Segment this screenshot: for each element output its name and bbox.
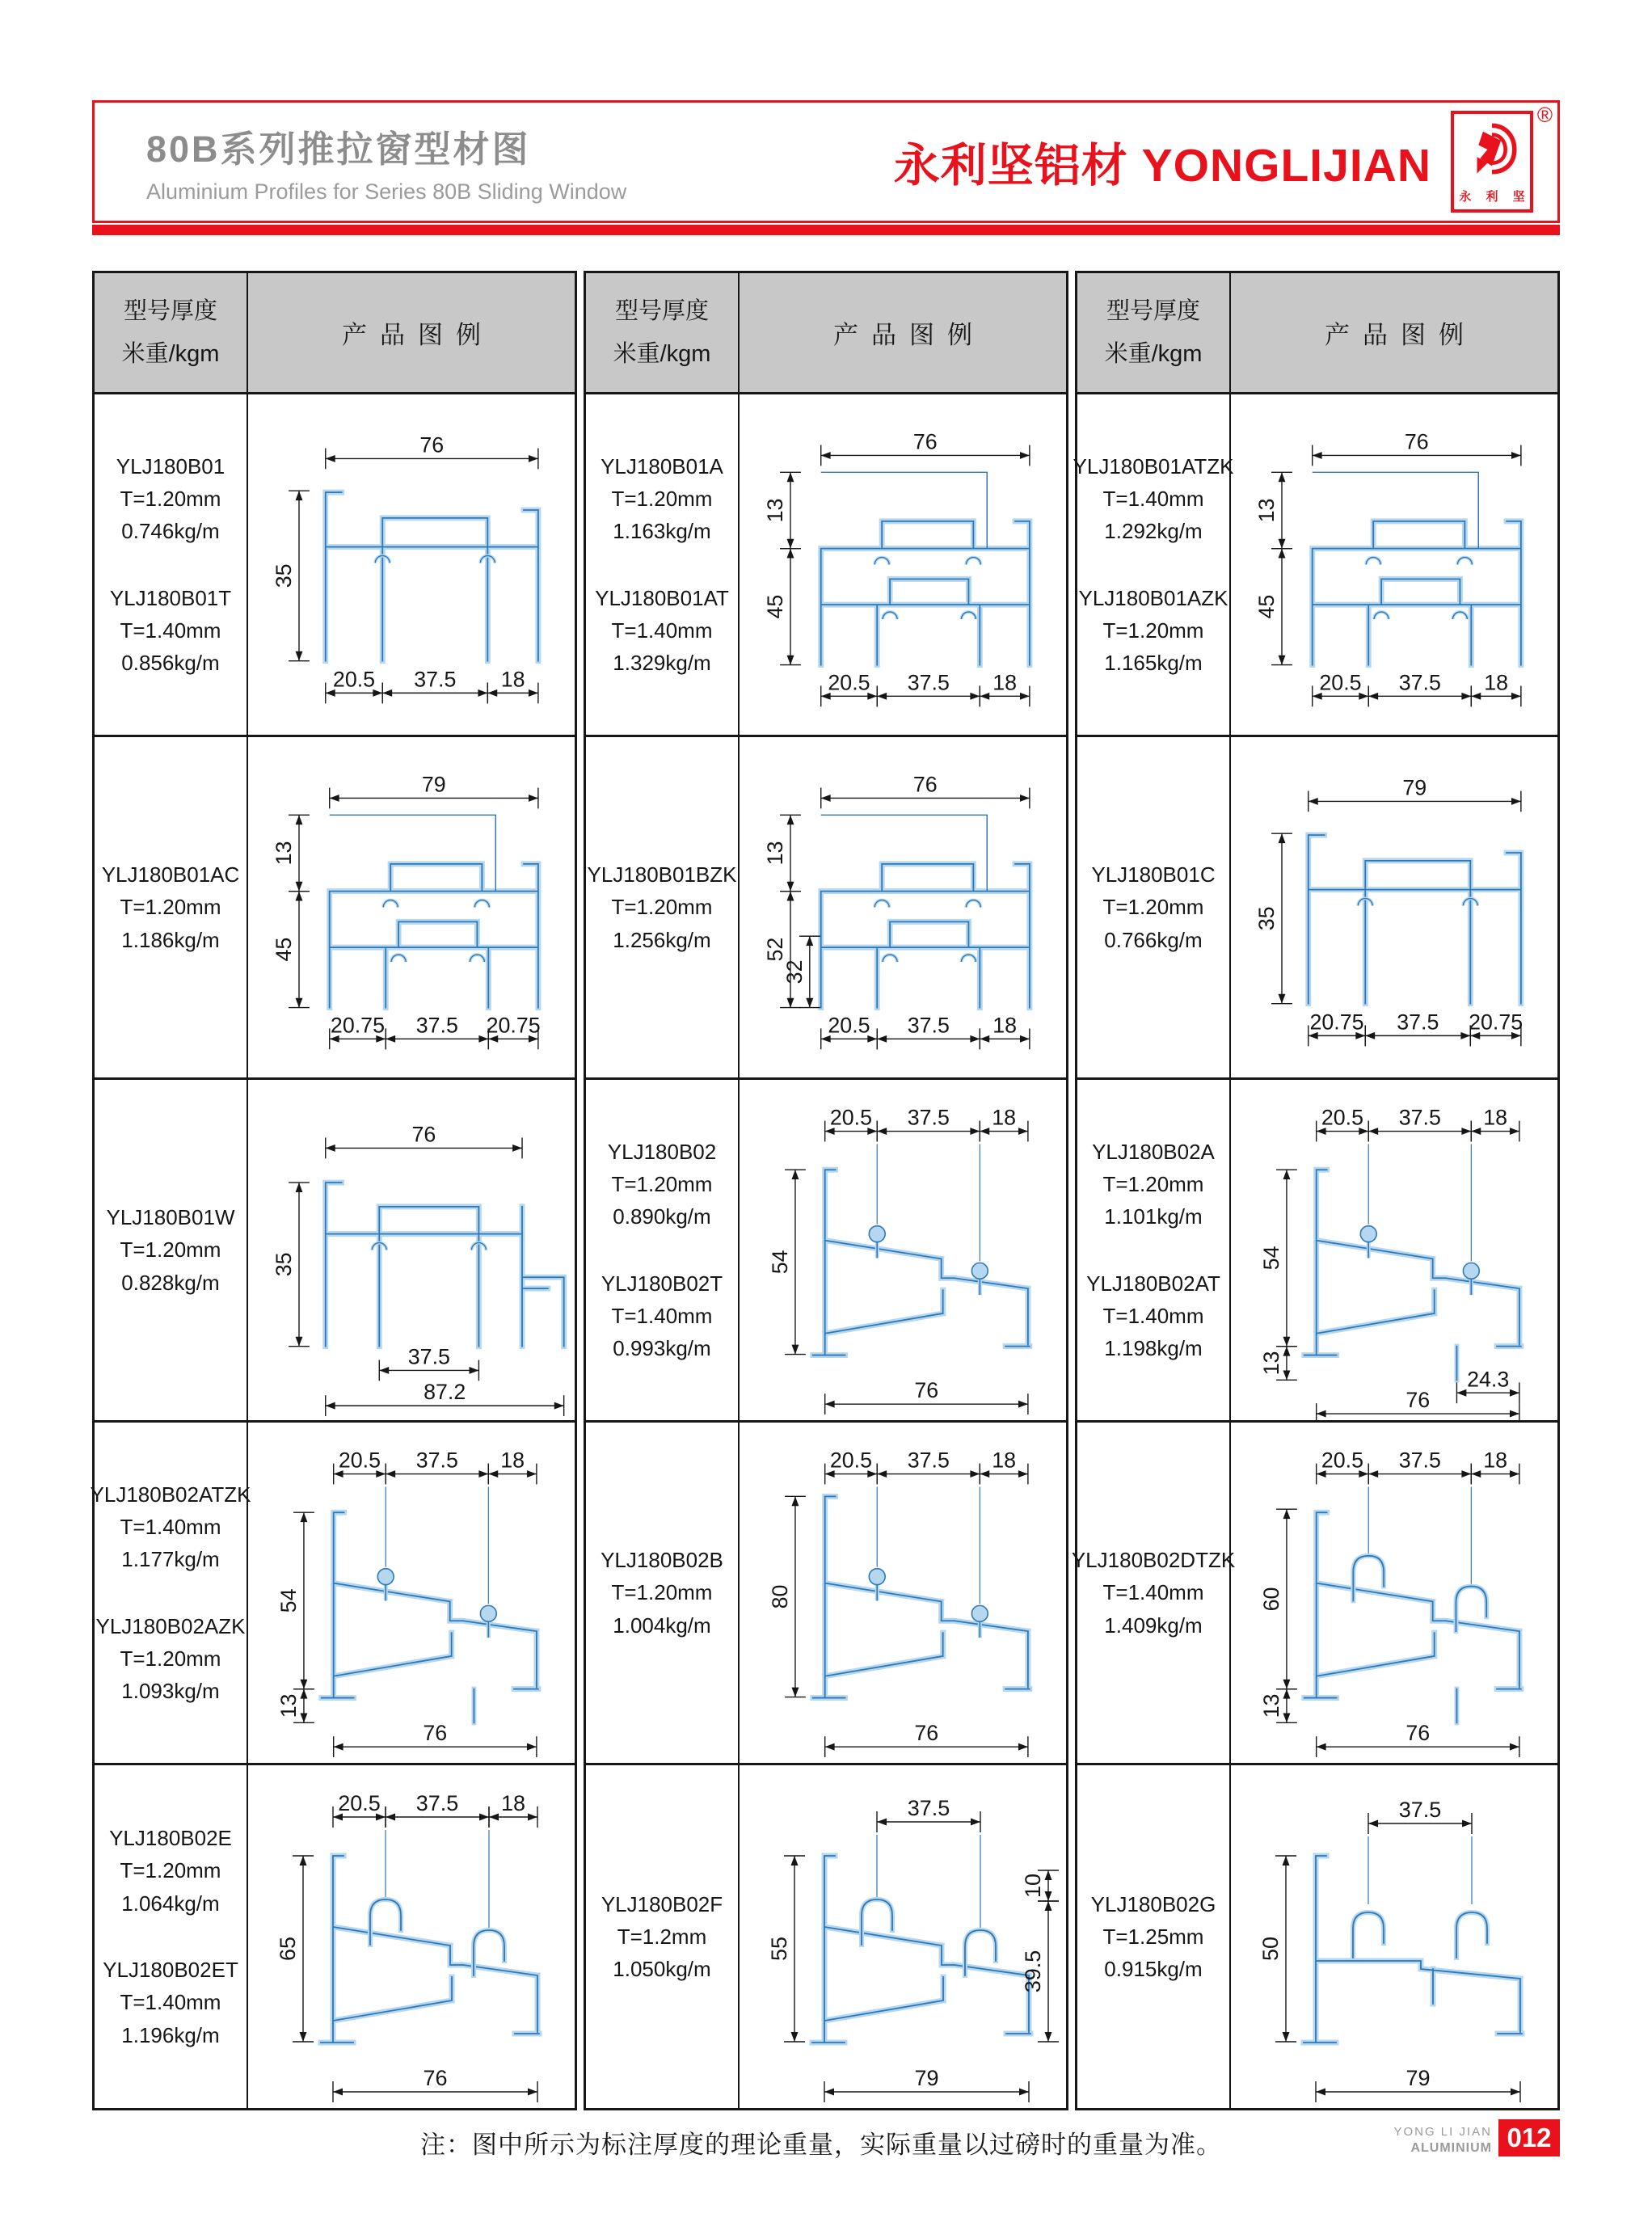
weight: 1.177kg/m <box>121 1547 220 1572</box>
diagram-column-header: 产品图例 <box>342 321 494 349</box>
svg-text:18: 18 <box>500 1448 525 1473</box>
svg-text:76: 76 <box>914 1721 939 1746</box>
model-code: YLJ180B02AZK <box>95 1613 246 1638</box>
profile-code <box>601 1888 723 1986</box>
profile-code <box>1092 1136 1215 1233</box>
table-row <box>1077 1080 1557 1423</box>
table-row <box>95 1080 575 1423</box>
weight: 1.186kg/m <box>121 927 220 952</box>
model-code: YLJ180B01 <box>116 453 225 479</box>
svg-text:20.5: 20.5 <box>338 1791 381 1815</box>
brand-name-en: YONGLIJIAN <box>1141 140 1431 192</box>
profile-cross-section <box>248 1080 575 1420</box>
model-code: YLJ180B01C <box>1091 862 1216 887</box>
thickness: T=1.20mm <box>1102 895 1204 920</box>
model-code: YLJ180B02E <box>109 1826 232 1851</box>
weight: 0.746kg/m <box>121 519 220 544</box>
profile-diagram <box>248 394 575 735</box>
model-code: YLJ180B02DTZK <box>1071 1548 1236 1573</box>
model-specs <box>1071 1423 1236 1763</box>
weight: 0.993kg/m <box>613 1336 711 1361</box>
model-column-header <box>1077 273 1231 392</box>
table-row <box>586 394 1066 737</box>
model-code: YLJ180B01AZK <box>1078 585 1228 610</box>
profile-diagram <box>740 1080 1066 1420</box>
weight: 1.050kg/m <box>613 1957 711 1982</box>
table-header-row <box>1077 273 1557 394</box>
profile-code <box>601 1267 723 1365</box>
yonglijian-logo <box>1451 103 1553 213</box>
model-code: YLJ180B02AT <box>1086 1271 1220 1296</box>
header-titles <box>146 120 626 204</box>
svg-text:79: 79 <box>1405 2066 1431 2090</box>
svg-text:54: 54 <box>276 1588 301 1613</box>
page-title: 80B系列推拉窗型材图 <box>146 128 531 170</box>
profile-code <box>1073 450 1234 548</box>
svg-text:13: 13 <box>276 1693 301 1718</box>
weight: 0.915kg/m <box>1104 1957 1203 1982</box>
svg-text:76: 76 <box>1405 1721 1431 1746</box>
svg-text:50: 50 <box>1258 1936 1283 1962</box>
thickness: T=1.20mm <box>611 1580 713 1605</box>
svg-text:45: 45 <box>272 937 297 962</box>
model-code: YLJ180B02F <box>601 1891 723 1916</box>
page-number: 012 <box>1498 2119 1560 2156</box>
table-row <box>1073 394 1557 737</box>
badge-brand-text <box>1393 2125 1492 2156</box>
profile-cross-section <box>740 1080 1066 1420</box>
thickness: T=1.25mm <box>1102 1924 1204 1949</box>
weight: 1.101kg/m <box>1104 1204 1203 1229</box>
svg-text:20.5: 20.5 <box>829 1105 873 1130</box>
svg-text:18: 18 <box>992 1013 1018 1038</box>
svg-text:35: 35 <box>272 563 297 588</box>
svg-text:76: 76 <box>419 432 445 457</box>
model-specs <box>586 1765 740 2108</box>
brand-name <box>894 129 1431 195</box>
thickness: T=1.40mm <box>1102 486 1204 511</box>
thickness: T=1.40mm <box>120 1514 221 1539</box>
thickness: T=1.40mm <box>611 1303 713 1328</box>
svg-text:79: 79 <box>914 2066 939 2090</box>
profile-diagram <box>248 737 575 1077</box>
svg-text:37.5: 37.5 <box>907 670 950 695</box>
weight: 1.163kg/m <box>613 519 711 544</box>
catalog-table-group-2 <box>584 271 1068 2110</box>
model-code: YLJ180B02G <box>1090 1891 1216 1916</box>
profile-code <box>601 1544 723 1642</box>
model-code: YLJ180B01BZK <box>587 862 737 887</box>
profile-diagram <box>740 737 1066 1077</box>
profile-diagram <box>740 394 1066 735</box>
diagram-column-header: 产品图例 <box>833 321 985 349</box>
thickness: T=1.20mm <box>120 895 221 920</box>
svg-text:39.5: 39.5 <box>1021 1950 1045 1993</box>
weight: 1.256kg/m <box>613 927 711 952</box>
profile-diagram <box>248 1765 575 2108</box>
model-specs <box>95 1765 248 2108</box>
model-header-line2: 米重/kgm <box>1104 340 1203 367</box>
svg-text:20.5: 20.5 <box>829 1448 873 1473</box>
svg-text:54: 54 <box>768 1250 793 1275</box>
model-code: YLJ180B01A <box>601 453 723 479</box>
profile-diagram <box>1231 394 1557 735</box>
profile-diagram <box>1231 1080 1557 1420</box>
profile-diagram <box>740 1423 1066 1763</box>
weight: 1.004kg/m <box>613 1613 711 1638</box>
svg-text:37.5: 37.5 <box>1397 1010 1439 1035</box>
profile-diagram <box>1231 1765 1557 2108</box>
table-row <box>1071 1423 1557 1765</box>
weight: 1.292kg/m <box>1104 519 1203 544</box>
svg-text:37.5: 37.5 <box>1398 1448 1441 1473</box>
table-row <box>586 737 1066 1080</box>
badge-line1: YONG LI JIAN <box>1393 2125 1492 2140</box>
weight: 1.196kg/m <box>121 2022 220 2047</box>
svg-text:37.5: 37.5 <box>907 1448 950 1473</box>
weight: 1.409kg/m <box>1104 1613 1203 1638</box>
thickness: T=1.20mm <box>120 486 221 511</box>
profile-cross-section <box>1231 1765 1557 2108</box>
model-code: YLJ180B02B <box>601 1548 723 1573</box>
table-row <box>586 1765 1066 2108</box>
model-header-line1: 型号厚度 <box>123 298 217 325</box>
svg-text:35: 35 <box>272 1252 297 1277</box>
thickness: T=1.20mm <box>120 1646 221 1671</box>
profile-cross-section <box>740 737 1066 1077</box>
weight: 0.766kg/m <box>1104 927 1203 952</box>
svg-text:20.5: 20.5 <box>1319 670 1362 695</box>
svg-text:20.5: 20.5 <box>1321 1448 1364 1473</box>
svg-text:18: 18 <box>1484 670 1509 695</box>
model-specs <box>90 1423 251 1763</box>
svg-text:18: 18 <box>992 670 1018 695</box>
svg-text:37.5: 37.5 <box>907 1796 950 1820</box>
svg-text:20.75: 20.75 <box>1309 1010 1364 1035</box>
weight: 0.856kg/m <box>121 651 220 676</box>
svg-text:37.5: 37.5 <box>415 1448 458 1473</box>
weight: 1.165kg/m <box>1104 651 1203 676</box>
profile-cross-section <box>740 1423 1066 1763</box>
profile-code <box>107 1201 235 1299</box>
model-specs <box>95 394 248 735</box>
thickness: T=1.20mm <box>611 895 713 920</box>
thickness: T=1.20mm <box>1102 1171 1204 1196</box>
svg-text:24.3: 24.3 <box>1467 1367 1510 1392</box>
profile-code <box>608 1136 716 1233</box>
model-specs <box>586 394 740 735</box>
model-specs <box>586 1080 740 1420</box>
badge-line2: ALUMINIUM <box>1410 2141 1492 2155</box>
catalog-table-group-1 <box>92 271 577 2110</box>
thickness: T=1.20mm <box>611 1171 713 1196</box>
svg-text:37.5: 37.5 <box>415 1791 459 1815</box>
model-specs <box>586 1423 740 1763</box>
thickness: T=1.40mm <box>611 618 713 643</box>
svg-text:65: 65 <box>276 1936 300 1962</box>
profile-cross-section <box>740 1765 1066 2108</box>
svg-text:13: 13 <box>1254 498 1279 523</box>
table-row <box>586 1080 1066 1423</box>
table-header-row <box>95 273 575 394</box>
profile-code <box>601 450 723 548</box>
svg-text:18: 18 <box>1483 1105 1508 1130</box>
weight: 0.890kg/m <box>613 1204 711 1229</box>
model-header-line1: 型号厚度 <box>614 298 709 325</box>
svg-text:18: 18 <box>992 1105 1017 1130</box>
thickness: T=1.20mm <box>120 1237 221 1263</box>
model-code: YLJ180B01ATZK <box>1073 453 1234 479</box>
table-row <box>95 737 575 1080</box>
profile-code <box>1091 858 1215 956</box>
svg-text:45: 45 <box>1254 594 1279 619</box>
svg-text:37.5: 37.5 <box>415 1013 458 1038</box>
svg-text:37.5: 37.5 <box>1398 1798 1442 1822</box>
model-column-header <box>95 273 248 392</box>
brand-block <box>893 103 1553 213</box>
model-specs <box>1073 394 1234 735</box>
svg-text:37.5: 37.5 <box>907 1013 950 1038</box>
svg-text:20.75: 20.75 <box>330 1013 386 1038</box>
model-specs <box>1077 737 1231 1077</box>
weight: 1.064kg/m <box>121 1891 220 1916</box>
table-header-row <box>586 273 1066 394</box>
profile-cross-section <box>1231 737 1557 1077</box>
model-header-line2: 米重/kgm <box>613 340 711 367</box>
svg-text:20.5: 20.5 <box>332 667 376 692</box>
thickness: T=1.40mm <box>120 1990 221 2015</box>
brand-name-cn: 永利坚铝材 <box>893 140 1128 192</box>
svg-text:76: 76 <box>912 772 938 797</box>
svg-text:76: 76 <box>1405 1388 1431 1413</box>
profile-code <box>1091 1888 1216 1986</box>
model-code: YLJ180B02ET <box>103 1958 238 1982</box>
table-row <box>1077 1765 1557 2108</box>
thickness: T=1.40mm <box>1102 1580 1204 1605</box>
model-code: YLJ180B01AC <box>101 862 240 887</box>
svg-text:20.5: 20.5 <box>828 670 870 695</box>
svg-text:13: 13 <box>1259 1693 1284 1718</box>
svg-text:37.5: 37.5 <box>407 1344 450 1369</box>
model-column-header <box>586 273 740 392</box>
table-row <box>90 1423 575 1765</box>
svg-text:20.5: 20.5 <box>828 1013 870 1038</box>
profile-code <box>1086 1267 1220 1365</box>
profile-code <box>103 1954 238 2051</box>
profile-cross-section <box>740 394 1066 735</box>
svg-text:76: 76 <box>423 1721 448 1746</box>
profile-diagram <box>248 1080 575 1420</box>
svg-text:18: 18 <box>500 667 525 692</box>
svg-text:45: 45 <box>763 594 788 619</box>
footer-note: 注：图中所示为标注厚度的理论重量，实际重量以过磅时的重量为准。 <box>420 2131 1222 2159</box>
profile-code <box>95 1610 245 1708</box>
profile-diagram <box>740 1765 1066 2108</box>
svg-text:37.5: 37.5 <box>414 667 457 692</box>
svg-text:80: 80 <box>768 1584 793 1609</box>
model-header-line2: 米重/kgm <box>121 340 220 367</box>
svg-text:37.5: 37.5 <box>1398 1105 1441 1130</box>
table-row <box>95 394 575 737</box>
svg-text:76: 76 <box>423 2066 448 2090</box>
svg-text:20.75: 20.75 <box>486 1013 541 1038</box>
svg-text:35: 35 <box>1254 906 1279 931</box>
svg-text:13: 13 <box>763 498 788 523</box>
model-specs <box>586 737 740 1077</box>
model-specs <box>1077 1080 1231 1420</box>
profile-code <box>595 582 729 680</box>
profile-code <box>587 858 736 956</box>
svg-text:20.75: 20.75 <box>1469 1010 1523 1035</box>
table-row <box>95 1765 575 2108</box>
weight: 1.329kg/m <box>613 651 711 676</box>
profile-code <box>116 450 225 548</box>
weight: 1.093kg/m <box>121 1679 220 1704</box>
model-code: YLJ180B02A <box>1092 1139 1215 1164</box>
thickness: T=1.20mm <box>120 1858 221 1883</box>
svg-text:55: 55 <box>767 1936 791 1962</box>
thickness: T=1.20mm <box>611 486 713 511</box>
svg-text:60: 60 <box>1259 1587 1284 1612</box>
svg-text:76: 76 <box>1404 429 1429 454</box>
svg-text:10: 10 <box>1021 1873 1045 1899</box>
registered-mark: ® <box>1536 103 1553 127</box>
profile-code <box>110 582 231 680</box>
svg-text:87.2: 87.2 <box>424 1380 466 1405</box>
profile-cross-section <box>248 394 575 735</box>
thickness: T=1.40mm <box>1102 1303 1204 1328</box>
svg-text:37.5: 37.5 <box>907 1105 950 1130</box>
profile-cross-section <box>1231 394 1557 735</box>
svg-text:76: 76 <box>912 429 938 454</box>
svg-text:54: 54 <box>1259 1246 1284 1271</box>
header-red-bar <box>92 225 1560 235</box>
logo-characters: 永 利 坚 <box>1459 190 1531 204</box>
model-code: YLJ180B02T <box>601 1271 723 1296</box>
profile-diagram <box>1231 1423 1557 1763</box>
diagram-column-header: 产品图例 <box>1325 321 1477 349</box>
weight: 1.198kg/m <box>1104 1336 1203 1361</box>
catalog-table-group-3 <box>1071 271 1560 2110</box>
svg-text:13: 13 <box>1259 1351 1284 1376</box>
profile-code <box>109 1822 232 1920</box>
profile-code <box>1072 1544 1235 1642</box>
model-header-line1: 型号厚度 <box>1106 298 1200 325</box>
model-code: YLJ180B01AT <box>595 585 729 610</box>
profile-cross-section <box>1231 1423 1557 1763</box>
yonglijian-logo-icon <box>1462 118 1522 181</box>
table-row <box>1077 737 1557 1080</box>
svg-text:79: 79 <box>1402 775 1427 800</box>
svg-text:20.5: 20.5 <box>1321 1105 1364 1130</box>
svg-text:37.5: 37.5 <box>1398 670 1441 695</box>
model-specs <box>1077 1765 1231 2108</box>
profile-code <box>102 858 240 956</box>
model-specs <box>95 737 248 1077</box>
page-header <box>92 100 1560 223</box>
profile-diagram <box>248 1423 575 1763</box>
profile-cross-section <box>1231 1080 1557 1420</box>
svg-text:13: 13 <box>763 841 788 866</box>
svg-text:76: 76 <box>411 1122 436 1147</box>
model-code: YLJ180B02 <box>607 1139 717 1164</box>
thickness: T=1.2mm <box>617 1924 707 1949</box>
svg-text:76: 76 <box>914 1378 939 1403</box>
table-row <box>586 1423 1066 1765</box>
profile-cross-section <box>248 737 575 1077</box>
profile-cross-section <box>248 1765 575 2108</box>
svg-text:13: 13 <box>272 841 297 866</box>
weight: 0.828kg/m <box>121 1270 220 1295</box>
profile-tables <box>92 271 1560 2110</box>
page-subtitle: Aluminium Profiles for Series 80B Sliding Window <box>146 179 627 204</box>
svg-text:52: 52 <box>763 937 788 962</box>
model-code: YLJ180B02ATZK <box>90 1482 251 1507</box>
profile-code <box>1078 582 1228 680</box>
profile-code <box>91 1478 251 1576</box>
page-badge <box>1393 2119 1560 2156</box>
svg-text:18: 18 <box>500 1791 526 1815</box>
profile-cross-section <box>248 1423 575 1763</box>
model-code: YLJ180B01W <box>106 1205 235 1230</box>
svg-text:18: 18 <box>992 1448 1017 1473</box>
svg-text:18: 18 <box>1483 1448 1508 1473</box>
model-specs <box>95 1080 248 1420</box>
model-code: YLJ180B01T <box>109 585 232 610</box>
svg-text:79: 79 <box>421 772 446 797</box>
thickness: T=1.40mm <box>120 618 221 643</box>
svg-text:20.5: 20.5 <box>338 1448 381 1473</box>
svg-text:32: 32 <box>782 959 807 984</box>
thickness: T=1.20mm <box>1102 618 1204 643</box>
profile-diagram <box>1231 737 1557 1077</box>
